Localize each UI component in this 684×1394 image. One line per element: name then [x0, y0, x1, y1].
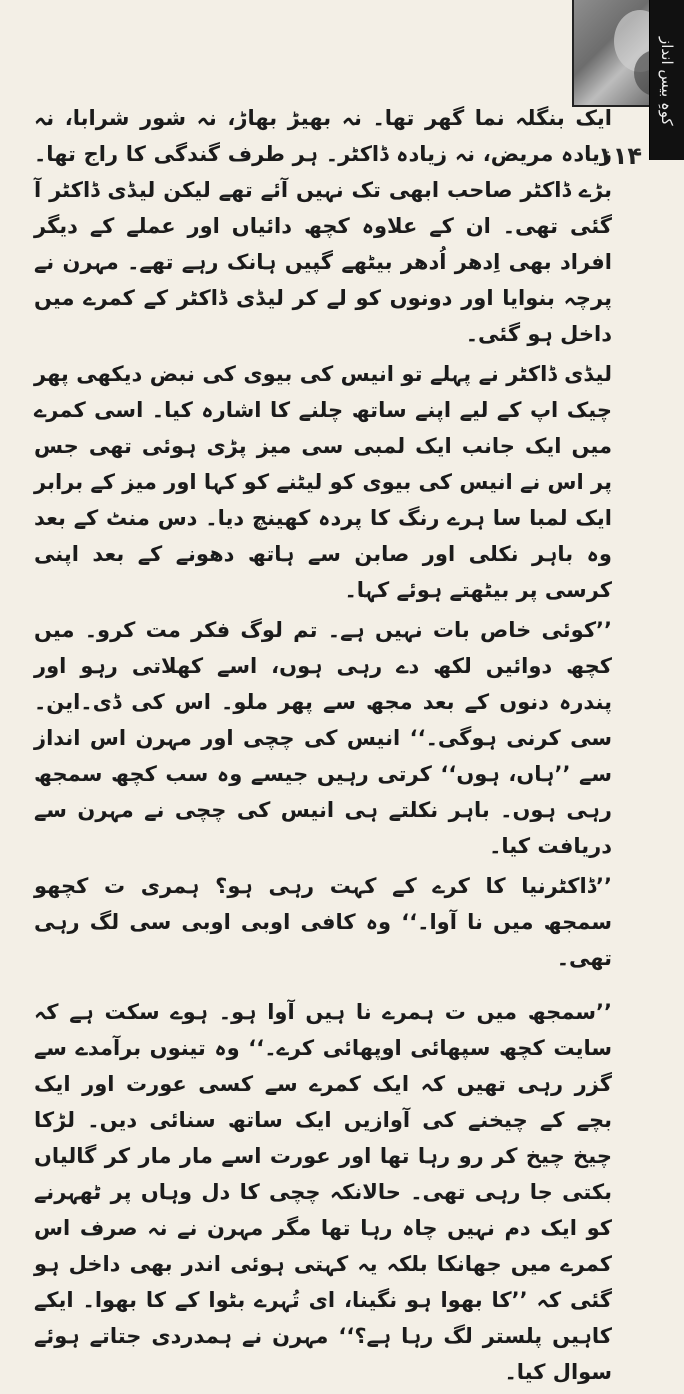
paragraph: ’’ڈاکٹرنیا کا کرے کے کہت رہی ہو؟ ہمری ت کچھو سمجھ میں نا آوا۔‘‘ وہ کافی اوبی اوبی سی لگ رہی تھی۔: [34, 874, 612, 970]
paragraph: لیڈی ڈاکٹر نے پہلے تو انیس کی بیوی کی نبض دیکھی پھر چیک اپ کے لیے اپنے ساتھ چلنے کا اشارہ کیا۔ اسی کمرے میں ایک جانب ایک لمبی سی میز پڑی ہوئی تھی جس پر اس نے انیس کی بیوی کو لیٹنے کو کہا اور میز کے برابر ایک لمبا سا ہرے رنگ کا پردہ کھینچ دیا۔ دس منٹ کے بعد وہ باہر نکلی اور صابن سے ہاتھ دھونے کے بعد اپنی کرسی پر بیٹھتے ہوئے کہا۔: [34, 362, 612, 602]
paragraph: ’’سمجھ میں ت ہمرے نا ہیں آوا ہو۔ ہوے سکت ہے کہ سایت کچھ سپھائی اوپھائی کرے۔‘‘ وہ تینوں برآمدے سے گزر رہی تھیں کہ ایک کمرے سے کسی عورت اور ایک بچے کے چیخنے کی آوازیں ایک ساتھ سنائی دیں۔ لڑکا چیخ چیخ کر رو رہا تھا اور عورت اسے مار مار کر گالیاں بکتی جا رہی تھی۔ حالانکہ چچی کا دل وہاں پر ٹھہرنے کو ایک دم نہیں چاہ رہا تھا مگر مہرن نے نہ صرف اس کمرے میں جھانکا بلکہ یہ کہتی ہوئی اندر بھی داخل ہو گئی کہ ’’کا بھوا ہو نگینا، ای تُہرے بٹوا کے کا بھوا۔ ایکے کاہیں پلستر لگ رہا ہے؟‘‘ مہرن نے ہمدردی جتاتے ہوئے سوال کیا۔: [34, 1000, 612, 1384]
chapter-title: کوہِ بیس انداز: [658, 36, 676, 126]
paragraph: ’’کوئی خاص بات نہیں ہے۔ تم لوگ فکر مت کرو۔ میں کچھ دوائیں لکھ دے رہی ہوں، اسے کھلاتی رہو اور پندرہ دنوں کے بعد مجھ سے پھر ملو۔ اس کی ڈی۔این۔سی کرنی ہوگی۔‘‘ انیس کی چچی اور مہرن اس انداز سے ’’ہاں، ہوں‘‘ کرتی رہیں جیسے وہ سب کچھ سمجھ رہی ہوں۔ باہر نکلتے ہی انیس کی چچی نے مہرن سے دریافت کیا۔: [34, 618, 612, 858]
paragraph: ایک بنگلہ نما گھر تھا۔ نہ بھیڑ بھاڑ، نہ شور شرابا، نہ زیادہ مریض، نہ زیادہ ڈاکٹر۔ ہر طرف گندگی کا راج تھا۔ بڑے ڈاکٹر صاحب ابھی تک نہیں آئے تھے لیکن لیڈی ڈاکٹر آ گئی تھی۔ ان کے علاوہ کچھ دائیاں اور عملے کے دیگر افراد بھی اِدھر اُدھر بیٹھے گپیں ہانک رہے تھے۔ مہرن نے پرچہ بنوایا اور دونوں کو لے کر لیڈی ڈاکٹر کے کمرے میں داخل ہو گئی۔: [34, 106, 612, 346]
page-number: ۱۱۴: [598, 142, 642, 170]
body-text: [34, 100, 612, 1394]
chapter-title-strip: [649, 0, 684, 160]
